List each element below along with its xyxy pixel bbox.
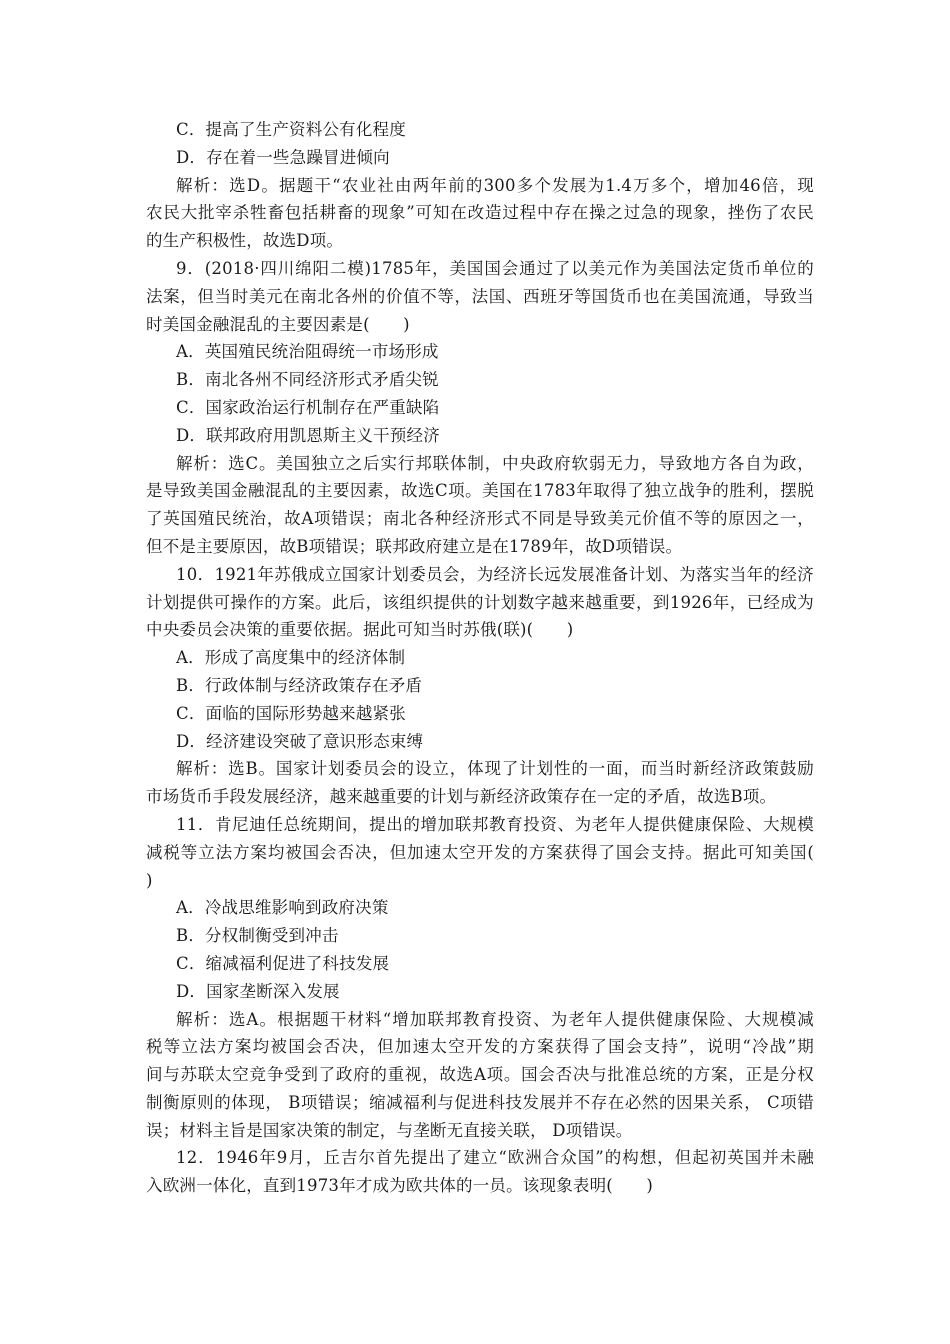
text-line: 时美国金融混乱的主要因素是( ) <box>146 314 410 334</box>
text-line: B．行政体制与经济政策存在矛盾 <box>176 675 423 695</box>
text-line: 的生产积极性，故选D项。 <box>146 231 344 251</box>
text-line: D．联邦政府用凯恩斯主义干预经济 <box>176 425 440 445</box>
text-line: 解析：选A。根据题干材料“增加联邦教育投资、为老年人提供健康保险、大规模减 <box>176 1009 814 1029</box>
text-line: 解析：选D。据题干“农业社由两年前的300多个发展为1.4万多个，增加46倍，现 <box>176 175 814 195</box>
text-line: 解析：选C。美国独立之后实行邦联体制，中央政府软弱无力，导致地方各自为政， <box>176 453 814 473</box>
text-line: C．面临的国际形势越来越紧张 <box>176 703 406 723</box>
text-line: D．存在着一些急躁冒进倾向 <box>176 147 390 167</box>
text-line: 减税等立法方案均被国会否决，但加速太空开发的方案获得了国会支持。据此可知美国( <box>146 842 814 862</box>
text-line: 农民大批宰杀牲畜包括耕畜的现象”可知在改造过程中存在操之过急的现象，挫伤了农民 <box>146 203 814 223</box>
text-line: C．提高了生产资料公有化程度 <box>176 120 406 139</box>
text-line: 12．1946年9月，丘吉尔首先提出了建立“欧洲合众国”的构想，但起初英国并未融 <box>176 1148 814 1168</box>
text-line: A．形成了高度集中的经济体制 <box>176 648 406 668</box>
text-line: 法案，但当时美元在南北各州的价值不等，法国、西班牙等国货币也在美国流通，导致当 <box>146 286 814 306</box>
text-line: B．南北各州不同经济形式矛盾尖锐 <box>176 370 439 390</box>
text-line: 市场货币手段发展经济，越来越重要的计划与新经济政策存在一定的矛盾，故选B项。 <box>146 787 777 807</box>
text-line: 计划提供可操作的方案。此后，该组织提供的计划数字越来越重要，到1926年，已经成为 <box>146 592 814 612</box>
text-line: 制衡原则的体现， B项错误；缩减福利与促进科技发展并不存在必然的因果关系， C项错 <box>146 1092 814 1112</box>
text-line: ) <box>146 870 153 890</box>
text-line: D．经济建设突破了意识形态束缚 <box>176 731 424 751</box>
text-line: B．分权制衡受到冲击 <box>176 926 339 946</box>
text-line: 9．(2018·四川绵阳二模)1785年，美国国会通过了以美元作为美国法定货币单位的 <box>176 258 814 278</box>
text-line: 误；材料主旨是国家决策的制定，与垄断无直接关联， D项错误。 <box>146 1120 633 1140</box>
text-line: C．国家政治运行机制存在严重缺陷 <box>176 397 440 417</box>
text-line: A．冷战思维影响到政府决策 <box>176 898 389 918</box>
text-line: 税等立法方案均被国会否决，但加速太空开发的方案获得了国会支持”，说明“冷战”期 <box>146 1037 814 1057</box>
text-line: D．国家垄断深入发展 <box>176 981 340 1001</box>
text-line: 中央委员会决策的重要依据。据此可知当时苏俄(联)( ) <box>146 620 574 640</box>
text-line: 是导致美国金融混乱的主要因素，故选C项。美国在1783年取得了独立战争的胜利，摆脱 <box>146 481 814 501</box>
text-line: 10．1921年苏俄成立国家计划委员会，为经济长远发展准备计划、为落实当年的经济 <box>176 564 814 584</box>
text-line: 间与苏联太空竞争受到了政府的重视，故选A项。国会否决与批准总统的方案，正是分权 <box>146 1065 814 1085</box>
document-page <box>146 116 814 1200</box>
text-line: 11．肯尼迪任总统期间，提出的增加联邦教育投资、为老年人提供健康保险、大规模 <box>176 814 814 834</box>
text-line: 了英国殖民统治，故A项错误；南北各种经济形式不同是导致美元价值不等的原因之一， <box>146 509 814 529</box>
text-line: 入欧洲一体化，直到1973年才成为欧共体的一员。该现象表明( ) <box>146 1176 653 1196</box>
text-line: 解析：选B。国家计划委员会的设立，体现了计划性的一面，而当时新经济政策鼓励 <box>176 759 814 779</box>
text-line: 但不是主要原因，故B项错误；联邦政府建立是在1789年，故D项错误。 <box>146 536 683 556</box>
text-line: C．缩减福利促进了科技发展 <box>176 953 390 973</box>
text-line: A．英国殖民统治阻碍统一市场形成 <box>176 342 439 362</box>
